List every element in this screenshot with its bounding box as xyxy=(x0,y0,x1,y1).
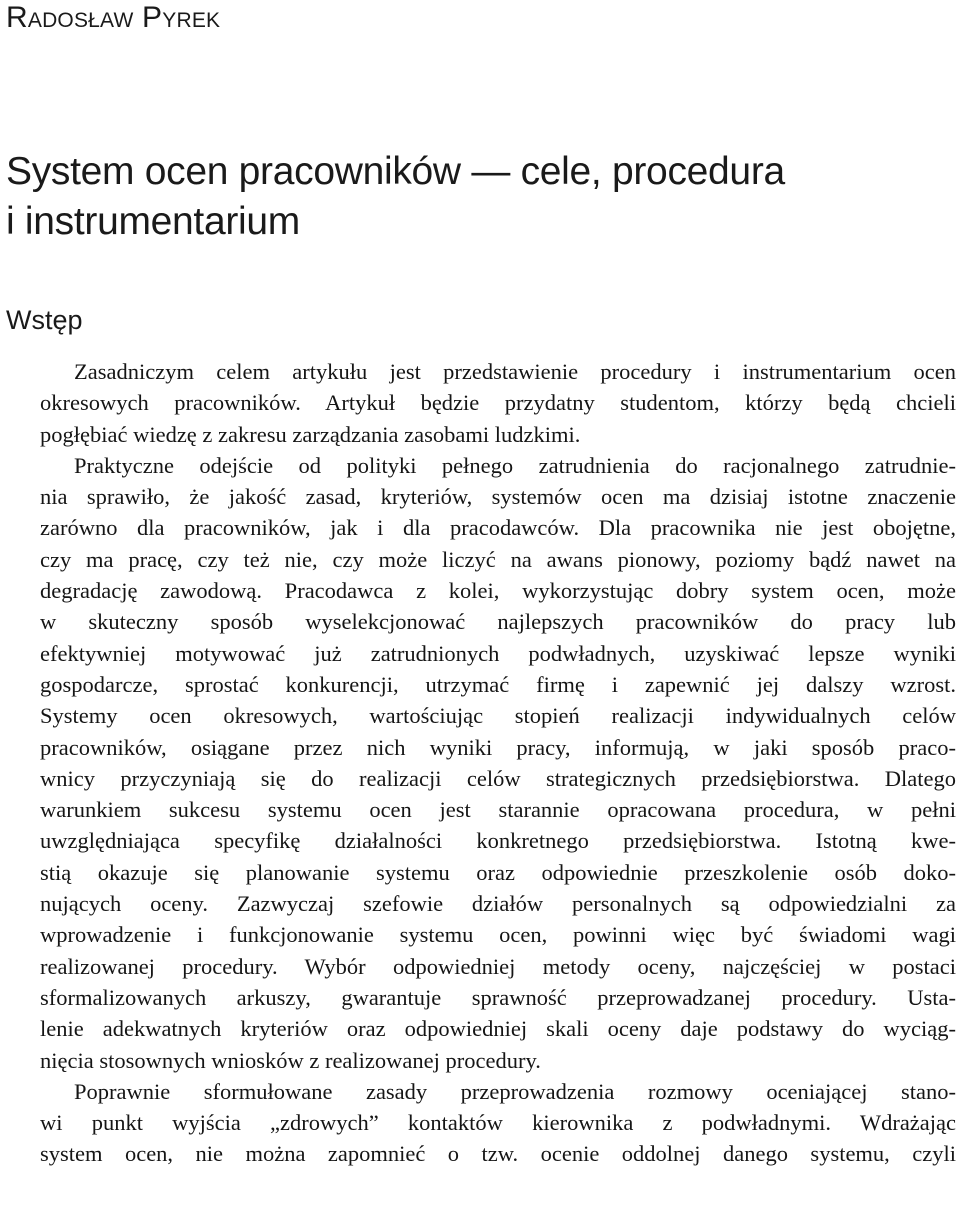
text-line: zarówno dla pracowników, jak i dla pracodawców. Dla pracownika nie jest obojętne, xyxy=(40,515,956,541)
text-line: stią okazuje się planowanie systemu oraz odpowiednie przeszkolenie osób doko- xyxy=(40,859,956,885)
text-line: degradację zawodową. Pracodawca z kolei, wykorzystując dobry system ocen, może xyxy=(40,578,956,604)
running-header-author: Radosław Pyrek xyxy=(6,1,221,34)
text-line: czy ma pracę, czy też nie, czy może liczyć na awans pionowy, poziomy bądź nawet na xyxy=(40,546,956,572)
paragraph-3 xyxy=(6,1076,956,1170)
body-text xyxy=(6,356,956,1170)
article-title-line-2: i instrumentarium xyxy=(6,200,300,243)
text-line: pogłębiać wiedzę z zakresu zarządzania zasobami ludzkimi. xyxy=(40,421,581,447)
text-line: nia sprawiło, że jakość zasad, kryteriów, systemów ocen ma dzisiaj istotne znaczenie xyxy=(40,484,956,510)
text-line: Praktyczne odejście od polityki pełnego zatrudnienia do racjonalnego zatrudnie- xyxy=(74,452,956,478)
text-line: wnicy przyczyniają się do realizacji celów strategicznych przedsiębiorstwa. Dlatego xyxy=(40,765,956,791)
text-line: okresowych pracowników. Artykuł będzie przydatny studentom, którzy będą chcieli xyxy=(40,390,956,416)
article-title-line-1: System ocen pracowników — cele, procedura xyxy=(6,150,785,193)
text-line: w skuteczny sposób wyselekcjonować najlepszych pracowników do pracy lub xyxy=(40,609,956,635)
text-line: nięcia stosownych wniosków z realizowanej procedury. xyxy=(40,1047,541,1073)
text-line: sformalizowanych arkuszy, gwarantuje sprawność przeprowadzanej procedury. Usta- xyxy=(40,984,956,1010)
article-title xyxy=(6,147,785,247)
text-line: Poprawnie sformułowane zasady przeprowadzenia rozmowy oceniającej stano- xyxy=(74,1078,956,1104)
text-line: system ocen, nie można zapomnieć o tzw. ocenie oddolnej danego systemu, czyli xyxy=(40,1141,956,1167)
text-line: wi punkt wyjścia „zdrowych” kontaktów kierownika z podwładnymi. Wdrażając xyxy=(40,1110,956,1136)
text-line: realizowanej procedury. Wybór odpowiedniej metody oceny, najczęściej w postaci xyxy=(40,953,956,979)
text-line: uwzględniająca specyfikę działalności konkretnego przedsiębiorstwa. Istotną kwe- xyxy=(40,828,956,854)
text-line: nujących oceny. Zazwyczaj szefowie działów personalnych są odpowiedzialni za xyxy=(40,891,956,917)
text-line: wprowadzenie i funkcjonowanie systemu ocen, powinni więc być świadomi wagi xyxy=(40,922,956,948)
text-line: pracowników, osiągane przez nich wyniki pracy, informują, w jaki sposób praco- xyxy=(40,734,956,760)
text-line: warunkiem sukcesu systemu ocen jest starannie opracowana procedura, w pełni xyxy=(40,797,956,823)
paragraph-2 xyxy=(6,450,956,1076)
text-line: Systemy ocen okresowych, wartościując stopień realizacji indywidualnych celów xyxy=(40,703,956,729)
text-line: efektywniej motywować już zatrudnionych podwładnych, uzyskiwać lepsze wyniki xyxy=(40,640,956,666)
paragraph-1 xyxy=(6,356,956,450)
section-heading: Wstęp xyxy=(6,305,83,335)
text-line: lenie adekwatnych kryteriów oraz odpowiedniej skali oceny daje podstawy do wyciąg- xyxy=(40,1016,956,1042)
text-line: Zasadniczym celem artykułu jest przedstawienie procedury i instrumentarium ocen xyxy=(74,359,956,384)
text-line: gospodarcze, sprostać konkurencji, utrzymać firmę i zapewnić jej dalszy wzrost. xyxy=(40,671,956,697)
